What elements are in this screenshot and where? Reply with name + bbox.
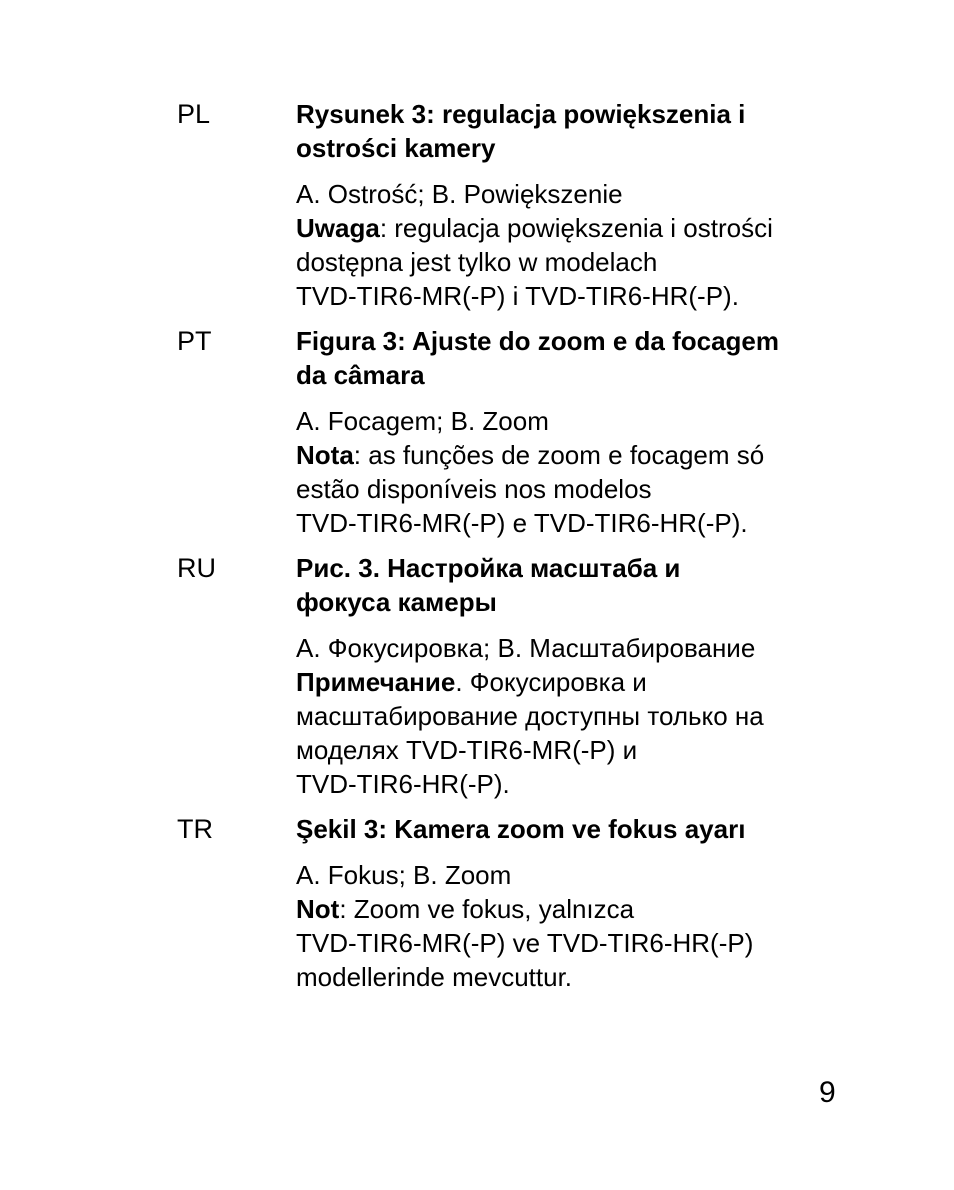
figure-caption: A. Focagem; B. Zoom	[296, 406, 549, 436]
note-label: Nota	[296, 440, 354, 470]
note-first-line	[296, 892, 856, 926]
note-line: dostępna jest tylko w modelach	[296, 247, 658, 277]
note-first-line	[296, 665, 856, 699]
note-line: TVD-TIR6-MR(-P) i TVD-TIR6-HR(-P).	[296, 281, 739, 311]
heading-line: Figura 3: Ajuste do zoom e da focagem	[296, 326, 779, 356]
note-first-line	[296, 438, 856, 472]
page-number: 9	[819, 1076, 836, 1109]
figure-body	[296, 631, 856, 801]
note-text: : Zoom ve fokus, yalnızca	[339, 894, 635, 924]
heading-line: da câmara	[296, 360, 425, 390]
language-code: TR	[177, 814, 213, 844]
figure-caption: A. Фокусировка; B. Масштабирование	[296, 633, 756, 663]
note-line: масштабирование доступны только на	[296, 701, 764, 731]
heading-line: ostrości kamery	[296, 133, 496, 163]
note-first-line	[296, 211, 856, 245]
language-code: PT	[177, 326, 212, 356]
figure-body	[296, 858, 856, 994]
note-line: моделях TVD-TIR6-MR(-P) и	[296, 735, 638, 765]
note-line: estão disponíveis nos modelos	[296, 474, 652, 504]
figure-heading	[296, 324, 856, 392]
note-text: : as funções de zoom e focagem só	[353, 440, 765, 470]
section-content	[296, 324, 856, 540]
note-label: Uwaga	[296, 213, 380, 243]
figure-heading	[296, 97, 856, 165]
figure-body	[296, 177, 856, 313]
heading-line: Рис. 3. Настройка масштаба и	[296, 553, 681, 583]
note-line: TVD-TIR6-MR(-P) e TVD-TIR6-HR(-P).	[296, 508, 748, 538]
heading-line: Şekil 3: Kamera zoom ve fokus ayarı	[296, 814, 746, 844]
section-content	[296, 551, 856, 801]
language-code: PL	[177, 99, 211, 129]
language-code: RU	[177, 553, 216, 583]
section-content	[296, 97, 856, 313]
figure-body	[296, 404, 856, 540]
heading-line: фокуса камеры	[296, 587, 497, 617]
section-content	[296, 812, 856, 994]
heading-line: Rysunek 3: regulacja powiększenia i	[296, 99, 746, 129]
figure-caption: A. Fokus; B. Zoom	[296, 860, 512, 890]
note-text: : regulacja powiększenia i ostrości	[379, 213, 773, 243]
figure-caption: A. Ostrość; B. Powiększenie	[296, 179, 623, 209]
note-line: TVD-TIR6-MR(-P) ve TVD-TIR6-HR(-P)	[296, 928, 754, 958]
figure-heading	[296, 812, 856, 846]
note-label: Примечание	[296, 667, 456, 697]
figure-heading	[296, 551, 856, 619]
note-text: . Фокусировка и	[455, 667, 647, 697]
note-label: Not	[296, 894, 340, 924]
note-line: modellerinde mevcuttur.	[296, 962, 573, 992]
note-line: TVD-TIR6-HR(-P).	[296, 769, 510, 799]
